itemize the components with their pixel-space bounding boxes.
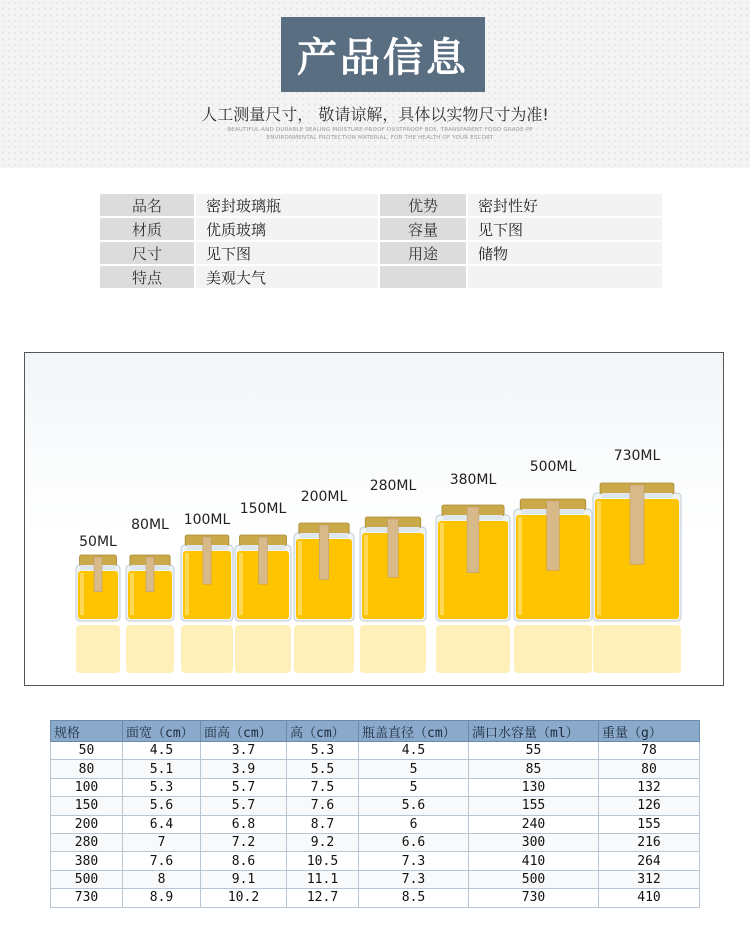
jar-tag	[467, 507, 479, 573]
product-info-table	[98, 192, 664, 290]
info-value	[467, 265, 663, 289]
info-key: 优势	[379, 193, 467, 217]
info-key: 容量	[379, 217, 467, 241]
capacity-label: 730ML	[613, 448, 661, 464]
spec-cell: 730	[51, 889, 123, 907]
spec-cell: 150	[51, 797, 123, 815]
spec-cell: 6	[359, 815, 469, 833]
spec-cell: 7.2	[201, 833, 287, 851]
spec-cell: 5.1	[123, 760, 201, 778]
spec-cell: 5.6	[123, 797, 201, 815]
table-row	[51, 760, 700, 778]
spec-cell: 5.7	[201, 797, 287, 815]
spec-cell: 7.3	[359, 852, 469, 870]
spec-cell: 80	[51, 760, 123, 778]
spec-cell: 9.1	[201, 870, 287, 888]
jar-reflection	[360, 625, 426, 673]
spec-cell: 3.9	[201, 760, 287, 778]
spec-header: 面高（cm）	[201, 721, 287, 742]
jar-tag	[203, 537, 211, 584]
jar-reflection	[126, 625, 174, 673]
info-key	[379, 265, 467, 289]
spec-cell: 12.7	[287, 889, 359, 907]
spec-cell: 380	[51, 852, 123, 870]
jar	[294, 489, 354, 673]
spec-cell: 9.2	[287, 833, 359, 851]
spec-cell: 7.5	[287, 778, 359, 796]
spec-cell: 8.5	[359, 889, 469, 907]
table-row	[51, 870, 700, 888]
capacity-label: 100ML	[183, 512, 231, 528]
info-value: 密封玻璃瓶	[195, 193, 379, 217]
jar-highlight	[298, 541, 302, 615]
capacity-label: 50ML	[79, 534, 117, 550]
jar-tag	[94, 557, 102, 592]
spec-table	[50, 720, 700, 908]
spec-cell: 5	[359, 778, 469, 796]
spec-cell: 80	[599, 760, 700, 778]
spec-cell: 100	[51, 778, 123, 796]
spec-cell: 10.5	[287, 852, 359, 870]
spec-cell: 11.1	[287, 870, 359, 888]
info-key: 用途	[379, 241, 467, 265]
spec-cell: 410	[599, 889, 700, 907]
spec-cell: 5.3	[287, 742, 359, 760]
jar-tag	[259, 537, 268, 584]
spec-cell: 50	[51, 742, 123, 760]
table-row	[51, 889, 700, 907]
spec-cell: 3.7	[201, 742, 287, 760]
jar-tag	[388, 519, 399, 577]
spec-cell: 8	[123, 870, 201, 888]
spec-cell: 5.3	[123, 778, 201, 796]
jar	[514, 459, 592, 673]
jar-highlight	[80, 573, 84, 615]
spec-cell: 730	[469, 889, 599, 907]
spec-cell: 6.4	[123, 815, 201, 833]
capacity-label: 380ML	[449, 472, 497, 488]
table-row	[51, 833, 700, 851]
spec-cell: 500	[469, 870, 599, 888]
table-row	[51, 742, 700, 760]
jar-highlight	[185, 553, 189, 615]
spec-cell: 300	[469, 833, 599, 851]
jar-highlight	[440, 523, 444, 615]
spec-cell: 240	[469, 815, 599, 833]
jar-reflection	[294, 625, 354, 673]
info-value: 见下图	[195, 241, 379, 265]
spec-cell: 4.5	[123, 742, 201, 760]
spec-header-row	[51, 721, 700, 742]
spec-cell: 130	[469, 778, 599, 796]
spec-cell: 8.7	[287, 815, 359, 833]
jar-lineup-illustration	[25, 353, 723, 685]
spec-cell: 7	[123, 833, 201, 851]
jar	[593, 448, 681, 673]
spec-cell: 6.6	[359, 833, 469, 851]
info-row	[99, 217, 663, 241]
jar	[181, 512, 233, 673]
capacity-label: 500ML	[529, 459, 577, 475]
jar-highlight	[518, 517, 522, 615]
info-value: 优质玻璃	[195, 217, 379, 241]
jar-reflection	[436, 625, 510, 673]
jar	[76, 534, 120, 673]
spec-cell: 280	[51, 833, 123, 851]
jar-tag	[630, 485, 644, 564]
jar-tag	[547, 501, 559, 570]
spec-cell: 55	[469, 742, 599, 760]
capacity-label: 80ML	[131, 517, 169, 533]
info-key: 品名	[99, 193, 195, 217]
page-title: 产品信息	[281, 17, 485, 92]
spec-header: 面宽（cm）	[123, 721, 201, 742]
info-row	[99, 193, 663, 217]
jar-reflection	[593, 625, 681, 673]
jar-lineup-photo	[24, 352, 724, 686]
spec-cell: 132	[599, 778, 700, 796]
spec-cell: 6.8	[201, 815, 287, 833]
spec-cell: 8.6	[201, 852, 287, 870]
spec-cell: 155	[599, 815, 700, 833]
table-row	[51, 797, 700, 815]
jar-tag	[146, 557, 154, 592]
capacity-label: 200ML	[300, 489, 348, 505]
jar-reflection	[181, 625, 233, 673]
info-value: 见下图	[467, 217, 663, 241]
spec-cell: 85	[469, 760, 599, 778]
spec-cell: 126	[599, 797, 700, 815]
spec-cell: 200	[51, 815, 123, 833]
info-value: 密封性好	[467, 193, 663, 217]
jar	[360, 478, 426, 673]
spec-cell: 155	[469, 797, 599, 815]
jar-highlight	[130, 573, 134, 615]
jar-highlight	[239, 553, 243, 615]
spec-header: 规格	[51, 721, 123, 742]
spec-cell: 8.9	[123, 889, 201, 907]
spec-cell: 5.7	[201, 778, 287, 796]
info-key: 尺寸	[99, 241, 195, 265]
spec-cell: 264	[599, 852, 700, 870]
spec-cell: 5	[359, 760, 469, 778]
info-row	[99, 265, 663, 289]
info-key: 特点	[99, 265, 195, 289]
spec-header: 瓶盖直径（cm）	[359, 721, 469, 742]
info-key: 材质	[99, 217, 195, 241]
capacity-label: 280ML	[369, 478, 417, 494]
spec-cell: 7.6	[123, 852, 201, 870]
jar-tag	[319, 525, 329, 580]
jar	[235, 501, 291, 673]
jar-reflection	[235, 625, 291, 673]
info-value: 美观大气	[195, 265, 379, 289]
table-row	[51, 852, 700, 870]
spec-cell: 5.5	[287, 760, 359, 778]
spec-cell: 312	[599, 870, 700, 888]
spec-cell: 7.6	[287, 797, 359, 815]
table-row	[51, 815, 700, 833]
spec-cell: 78	[599, 742, 700, 760]
spec-header: 重量（g）	[599, 721, 700, 742]
spec-cell: 5.6	[359, 797, 469, 815]
jar	[436, 472, 510, 673]
jar-reflection	[514, 625, 592, 673]
jar-highlight	[597, 501, 601, 615]
spec-cell: 410	[469, 852, 599, 870]
spec-cell: 4.5	[359, 742, 469, 760]
measurement-note: 人工测量尺寸， 敬请谅解，具体以实物尺寸为准!	[201, 105, 549, 124]
jar-highlight	[364, 535, 368, 615]
spec-cell: 216	[599, 833, 700, 851]
spec-cell: 7.3	[359, 870, 469, 888]
info-value: 储物	[467, 241, 663, 265]
spec-header: 满口水容量（ml）	[469, 721, 599, 742]
table-row	[51, 778, 700, 796]
jar-reflection	[76, 625, 120, 673]
spec-cell: 500	[51, 870, 123, 888]
header-banner	[0, 0, 750, 168]
english-tagline: BEAUTIFUL AND DURABLE SEALING MOISTURE-PROOF DUSTPROOF BOX, TRANSPARENT FOOD GRADE PP ENVIRONMENTAL PROTECTION MATERIAL, FOR THE HEALTH OF YOUR ESCORT	[227, 127, 533, 141]
spec-header: 高（cm）	[287, 721, 359, 742]
info-row	[99, 241, 663, 265]
spec-cell: 10.2	[201, 889, 287, 907]
capacity-label: 150ML	[239, 501, 287, 517]
jar	[126, 517, 174, 673]
